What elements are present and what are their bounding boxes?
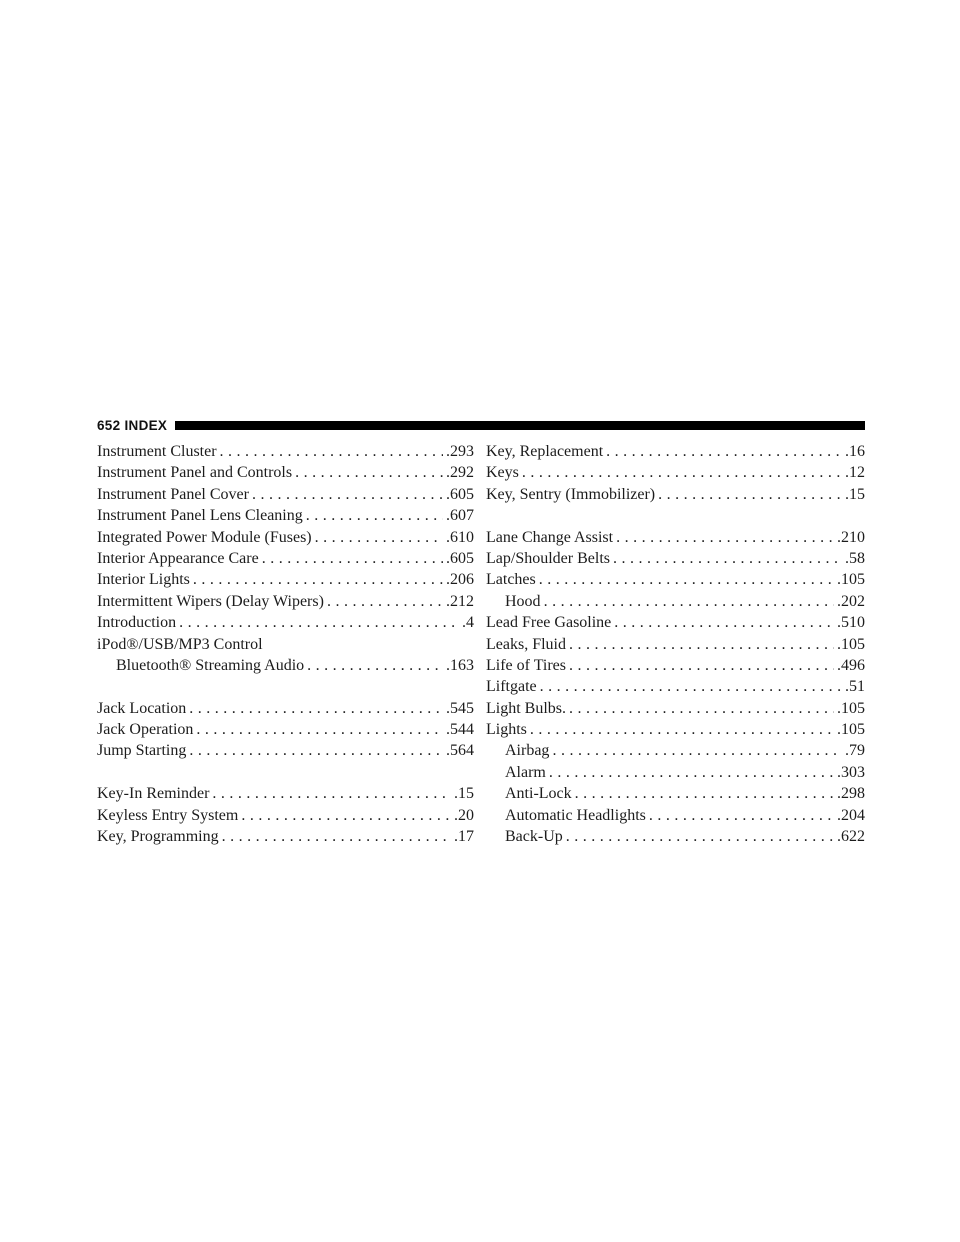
index-term: Lane Change Assist xyxy=(486,528,614,546)
index-page-number: .58 xyxy=(845,549,865,567)
dot-leader xyxy=(606,441,842,462)
index-term: Back-Up xyxy=(505,828,563,846)
index-page-number: .212 xyxy=(446,592,474,610)
dot-leader xyxy=(222,826,451,847)
index-entry xyxy=(486,698,865,719)
dot-leader xyxy=(327,591,443,612)
index-term: Light Bulbs. xyxy=(486,699,567,717)
dot-leader xyxy=(552,740,842,761)
dot-leader xyxy=(252,484,443,505)
index-page-number: .105 xyxy=(837,571,865,589)
dot-leader xyxy=(539,569,834,590)
index-entry xyxy=(486,634,865,655)
index-page-number: .496 xyxy=(837,656,865,674)
dot-leader xyxy=(569,634,834,655)
index-term: Leaks, Fluid xyxy=(486,635,566,653)
dot-leader xyxy=(649,805,834,826)
index-page-number: .12 xyxy=(845,464,865,482)
index-term: Key, Replacement xyxy=(486,443,604,460)
index-term: Interior Appearance Care xyxy=(97,549,259,567)
index-entry xyxy=(97,826,474,847)
index-term: Latches xyxy=(486,571,536,589)
index-entry xyxy=(97,548,474,569)
index-term: Intermittent Wipers (Delay Wipers) xyxy=(97,592,324,610)
index-subentry xyxy=(486,762,865,783)
index-subentry xyxy=(97,655,474,676)
index-page-number: .4 xyxy=(462,614,474,632)
index-term: Integrated Power Module (Fuses) xyxy=(97,528,312,546)
index-term: Keyless Entry System xyxy=(97,806,239,824)
dot-leader xyxy=(569,698,834,719)
index-term: Lead Free Gasoline xyxy=(486,614,612,632)
index-entry xyxy=(97,805,474,826)
index-page-number: .20 xyxy=(454,806,474,824)
index-page-number: .545 xyxy=(446,699,474,717)
dot-leader xyxy=(179,612,459,633)
dot-leader xyxy=(549,762,834,783)
index-term: Instrument Cluster xyxy=(97,443,217,460)
dot-leader xyxy=(540,676,842,697)
index-entry xyxy=(486,676,865,697)
index-entry xyxy=(97,698,474,719)
index-entry xyxy=(486,484,865,505)
index-subentry xyxy=(486,826,865,847)
dot-leader xyxy=(569,655,834,676)
index-page-number: .292 xyxy=(446,464,474,482)
index-page-number: .303 xyxy=(837,763,865,781)
section-spacer xyxy=(486,505,865,526)
index-subentry xyxy=(486,740,865,761)
index-page-number: .204 xyxy=(837,806,865,824)
index-page-number: .605 xyxy=(446,485,474,503)
index-page-number: .206 xyxy=(446,571,474,589)
index-term: Instrument Panel and Controls xyxy=(97,464,293,482)
index-entry xyxy=(97,612,474,633)
dot-leader xyxy=(306,505,443,526)
dot-leader xyxy=(262,548,443,569)
index-entry xyxy=(97,719,474,740)
index-entry xyxy=(97,505,474,526)
index-entry xyxy=(97,441,474,462)
index-term: Introduction xyxy=(97,614,177,632)
index-subentry xyxy=(486,805,865,826)
index-term: Liftgate xyxy=(486,678,537,696)
index-term: Anti-Lock xyxy=(505,785,572,803)
index-term: Key, Programming xyxy=(97,828,219,846)
dot-leader xyxy=(614,612,834,633)
dot-leader xyxy=(522,462,842,483)
index-term: Key-In Reminder xyxy=(97,785,210,803)
dot-leader xyxy=(189,740,443,761)
index-page-number: .510 xyxy=(837,614,865,632)
index-term: Lights xyxy=(486,721,527,739)
dot-leader xyxy=(575,783,834,804)
index-term: Jump Starting xyxy=(97,742,187,760)
index-page-number: .105 xyxy=(837,699,865,717)
index-page-number: .163 xyxy=(446,656,474,674)
index-entry xyxy=(97,783,474,804)
index-entry xyxy=(486,569,865,590)
index-entry xyxy=(486,441,865,462)
index-column-left xyxy=(97,441,474,847)
dot-leader xyxy=(658,484,842,505)
page-header xyxy=(97,416,865,434)
header-rule xyxy=(175,421,865,430)
section-spacer xyxy=(97,676,474,697)
index-subentry xyxy=(486,783,865,804)
index-term: Life of Tires xyxy=(486,656,566,674)
index-page-number: .293 xyxy=(446,443,474,460)
page-number-and-section: 652 INDEX xyxy=(97,417,168,433)
index-page-number: .607 xyxy=(446,507,474,525)
index-page-number: .298 xyxy=(837,785,865,803)
index-page-number: .15 xyxy=(454,785,474,803)
index-term: iPod®/USB/MP3 Control xyxy=(97,635,263,653)
index-entry xyxy=(486,462,865,483)
index-page-number: .605 xyxy=(446,549,474,567)
index-entry xyxy=(486,655,865,676)
index-term: Jack Location xyxy=(97,699,187,717)
index-entry xyxy=(97,462,474,483)
index-page-number: .622 xyxy=(837,828,865,846)
section-spacer xyxy=(97,762,474,783)
index-entry xyxy=(97,569,474,590)
index-entry xyxy=(97,634,474,655)
index-term: Key, Sentry (Immobilizer) xyxy=(486,485,656,503)
dot-leader xyxy=(241,805,451,826)
dot-leader xyxy=(315,527,443,548)
index-entry xyxy=(97,527,474,548)
index-page-number: .79 xyxy=(845,742,865,760)
dot-leader xyxy=(212,783,451,804)
index-page-number: .51 xyxy=(845,678,865,696)
index-entry xyxy=(97,484,474,505)
index-page-number: .202 xyxy=(837,592,865,610)
index-term: Hood xyxy=(505,592,541,610)
index-term: Interior Lights xyxy=(97,571,190,589)
index-term: Lap/Shoulder Belts xyxy=(486,549,610,567)
index-page-number: .16 xyxy=(845,443,865,460)
index-entry xyxy=(486,612,865,633)
index-page-number: .15 xyxy=(845,485,865,503)
dot-leader xyxy=(530,719,834,740)
dot-leader xyxy=(295,462,443,483)
dot-leader xyxy=(220,441,443,462)
dot-leader xyxy=(566,826,834,847)
index-term: Keys xyxy=(486,464,519,482)
index-page-number: .564 xyxy=(446,742,474,760)
index-term: Instrument Panel Lens Cleaning xyxy=(97,507,303,525)
index-page-number: .210 xyxy=(837,528,865,546)
dot-leader xyxy=(307,655,443,676)
dot-leader xyxy=(544,591,834,612)
index-term: Bluetooth® Streaming Audio xyxy=(116,656,305,674)
index-entry xyxy=(486,719,865,740)
dot-leader xyxy=(613,548,842,569)
index-page-number: .17 xyxy=(454,828,474,846)
index-entry xyxy=(486,548,865,569)
index-entry xyxy=(97,740,474,761)
index-entry xyxy=(97,591,474,612)
dot-leader xyxy=(189,698,443,719)
dot-leader xyxy=(193,569,443,590)
index-term: Automatic Headlights xyxy=(505,806,646,824)
index-entry xyxy=(486,527,865,548)
index-page-number: .544 xyxy=(446,721,474,739)
index-page-number: .105 xyxy=(837,721,865,739)
index-term: Alarm xyxy=(505,763,546,781)
dot-leader xyxy=(616,527,834,548)
index-column-right xyxy=(486,441,865,847)
index-term: Airbag xyxy=(505,742,550,760)
dot-leader xyxy=(196,719,443,740)
index-term: Instrument Panel Cover xyxy=(97,485,249,503)
index-page-number: .105 xyxy=(837,635,865,653)
index-term: Jack Operation xyxy=(97,721,194,739)
index-page-number: .610 xyxy=(446,528,474,546)
index-subentry xyxy=(486,591,865,612)
